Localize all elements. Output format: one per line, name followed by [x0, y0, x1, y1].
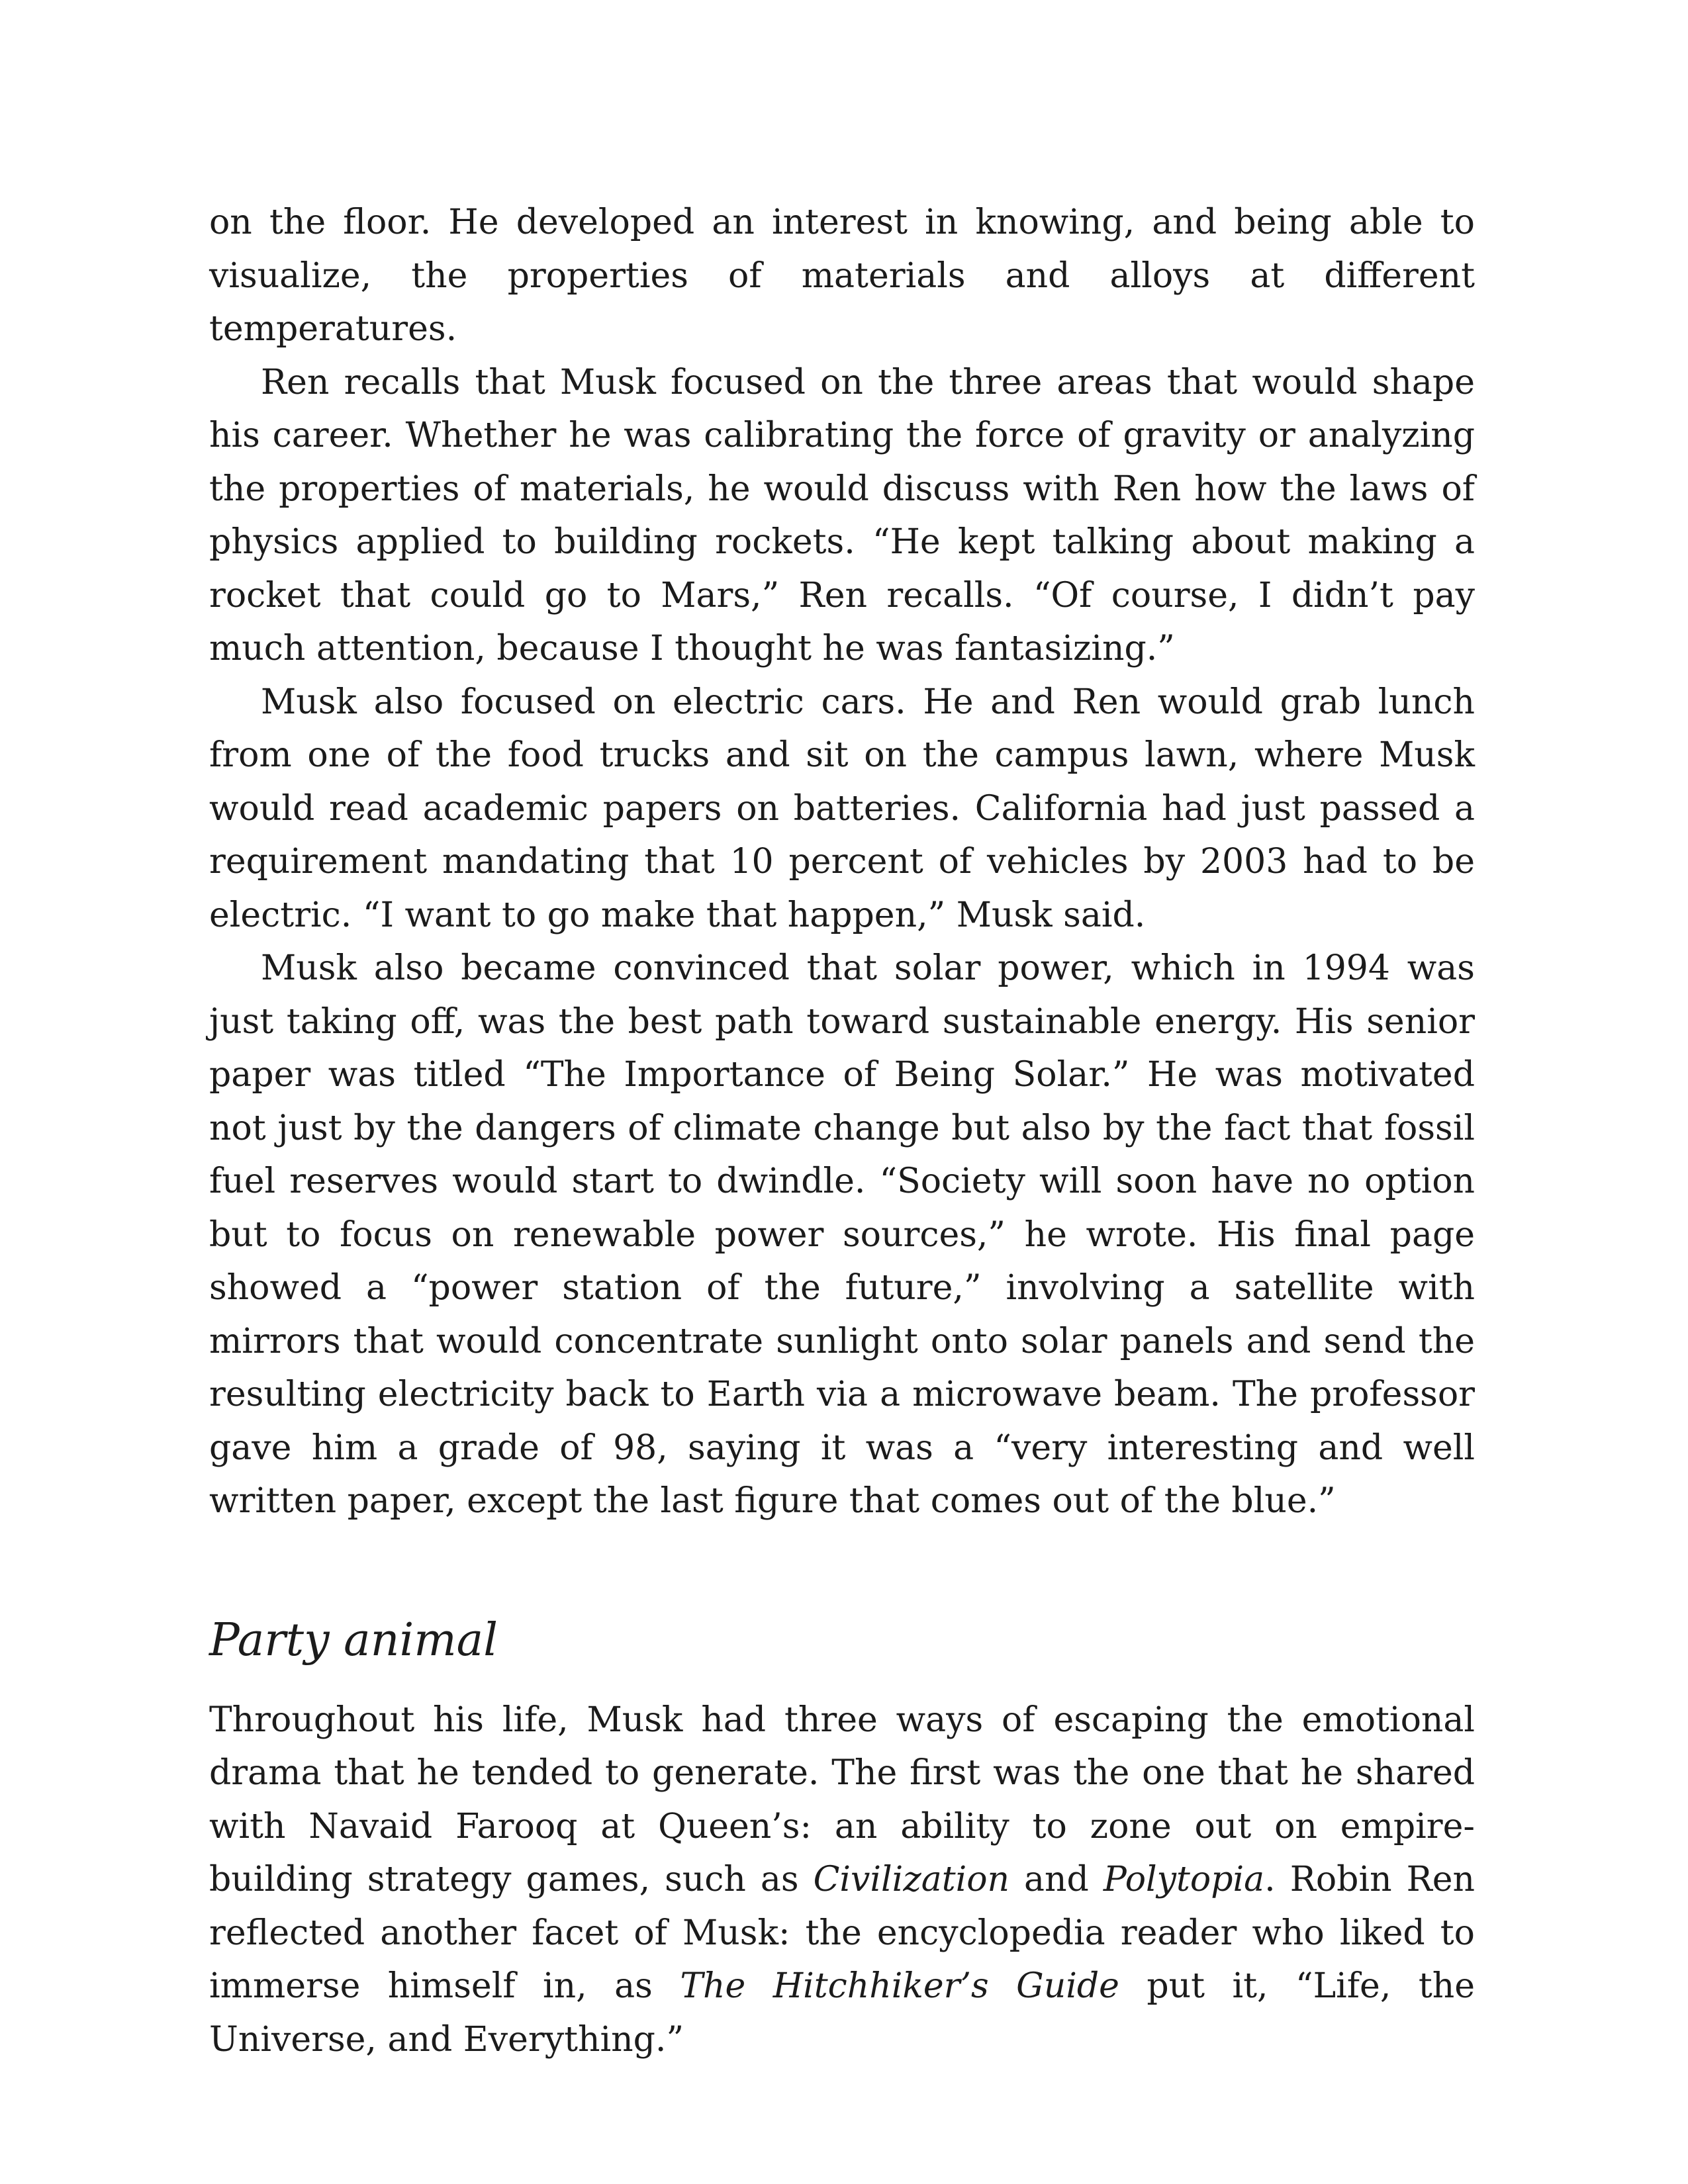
page-body: [209, 196, 1475, 2066]
paragraph-continuation: on the floor. He developed an interest in knowing, and being able to visualize, the properties of materials and alloys at different temperatures.: [209, 203, 1475, 349]
paragraph-ren-recalls: Ren recalls that Musk focused on the three areas that would shape his career. Whether he was calibrating the force of gravity or analyzing the properties of materials, he would discuss with Ren how the laws of physics applied to building rockets. “He kept talking about making a rocket that could go to Mars,” Ren recalls. “Of course, I didn’t pay much attention, because I thought he was fantasizing.”: [209, 362, 1475, 668]
paragraph-solar-power: Musk also became convinced that solar power, which in 1994 was just taking off, was the best path toward sustainable energy. His senior paper was titled “The Importance of Being Solar.” He was motivated not just by the dangers of climate change but also by the fact that fossil fuel reserves would start to dwindle. “Society will soon have no option but to focus on renewable power sources,” he wrote. His final page showed a “power station of the future,” involving a satellite with mirrors that would concentrate sunlight onto solar panels and send the resulting electricity back to Earth via a microwave beam. The professor gave him a grade of 98, saying it was a “very interesting and well written paper, except the last figure that comes out of the blue.”: [209, 948, 1475, 1521]
game-title-civilization: Civilization: [813, 1860, 1010, 1899]
paragraph-party-animal: [209, 1694, 1475, 2067]
text-run: put it, “Life, the Universe, and Everything.”: [209, 1966, 1475, 2060]
paragraph-electric-cars: Musk also focused on electric cars. He and Ren would grab lunch from one of the food trucks and sit on the campus lawn, where Musk would read academic papers on batteries. California had just passed a requirement mandating that 10 percent of vehicles by 2003 had to be electric. “I want to go make that happen,” Musk said.: [209, 682, 1475, 935]
text-run: Throughout his life, Musk had three ways of escaping the emotional drama that he tended to generate. The first was the one that he shared with Navaid Farooq at Queen’s: an ability to zone out on empire-building strategy games, such as: [209, 1700, 1475, 1899]
section-heading: Party animal: [209, 1614, 498, 1666]
book-title-hitchhikers-guide: The Hitchhiker’s Guide: [680, 1966, 1119, 2006]
game-title-polytopia: Polytopia: [1103, 1860, 1265, 1899]
text-run: and: [1009, 1860, 1103, 1899]
text-run: . Robin Ren reflected another facet of Musk: the encyclopedia reader who liked to immerse himself in, as: [209, 1860, 1476, 2006]
